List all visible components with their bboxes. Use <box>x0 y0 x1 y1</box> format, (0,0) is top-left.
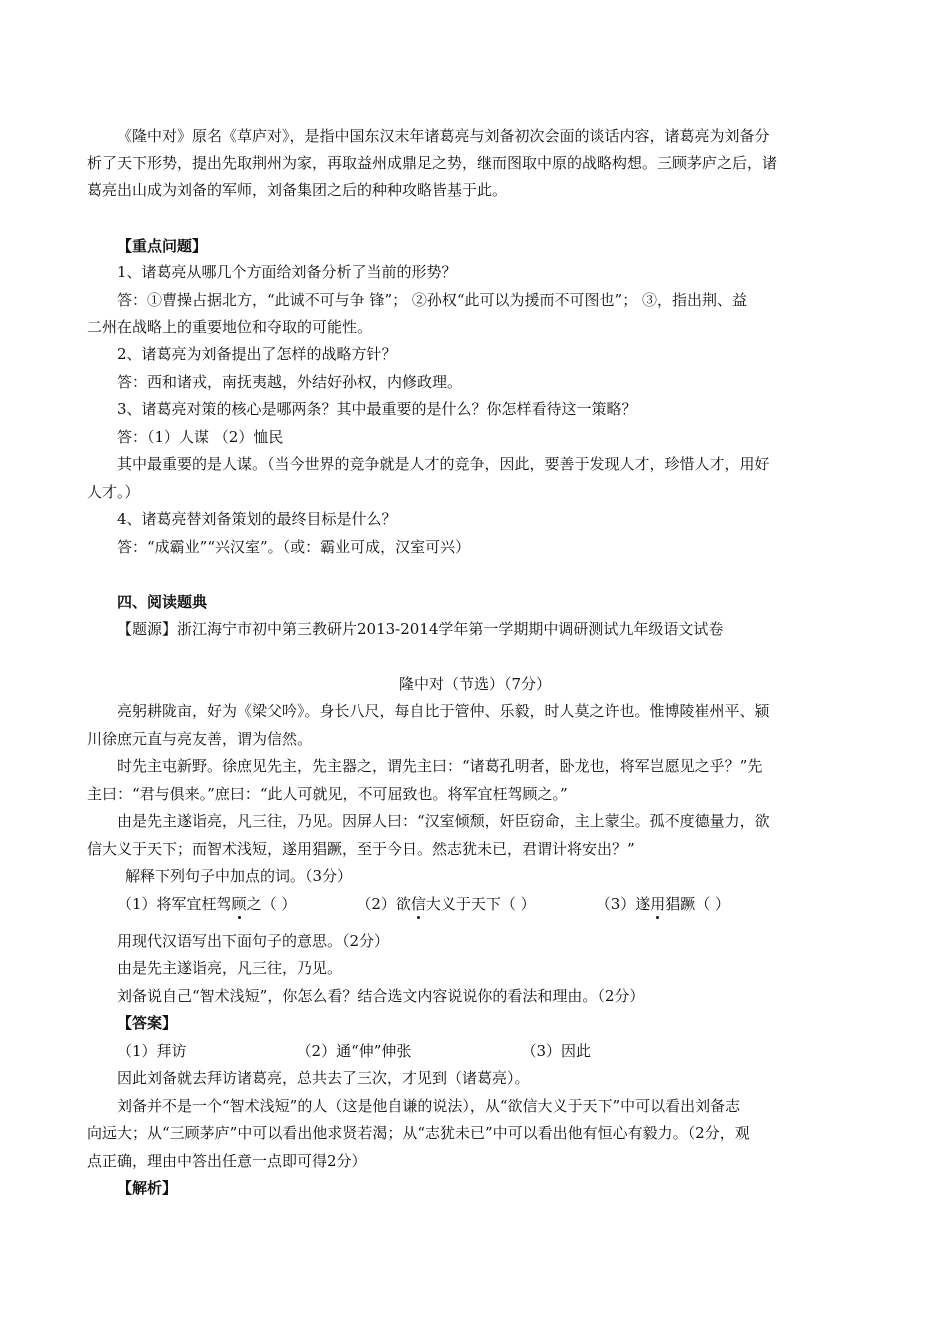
analysis-heading: 【解析】 <box>117 1179 178 1197</box>
task-2-sentence: 由是先主遂诣亮，凡三往，乃见。 <box>117 959 343 977</box>
answer-3-line-1: 刘备并不是一个“智术浅短”的人（这是他自谦的说法），从“欲信大义于天下”中可以看出刘备志 <box>117 1097 741 1115</box>
answer-2-text: 因此刘备就去拜访诸葛亮，总共去了三次，才见到（诸葛亮）。 <box>117 1069 530 1087</box>
task-1-item-3: （3）遂用猖蹶（ ） <box>595 895 731 913</box>
answer-1-items <box>0 1041 950 1061</box>
answer-3: 答：（1）人谋 （2）恤民 <box>117 428 284 446</box>
reading-heading: 四、阅读题典 <box>117 593 208 611</box>
reading-source: 【题源】浙江海宁市初中第三教研片2013-2014学年第一学期期中调研测试九年级语文试卷 <box>117 620 724 638</box>
answer-1-item-1: （1）拜访 <box>117 1042 187 1060</box>
intro-line-3: 葛亮出山成为刘备的军师，刘备集团之后的种种攻略皆基于此。 <box>87 181 508 199</box>
answer-heading: 【答案】 <box>117 1014 178 1032</box>
answer-3b-line-2: 人才。） <box>87 483 140 501</box>
passage-title: 隆中对（节选）（7分） <box>398 675 552 693</box>
answer-3-line-2: 向远大；从“三顾茅庐”中可以看出他求贤若渴；从“志犹未已”中可以看出他有恒心有毅力。（2分，观 <box>87 1124 750 1142</box>
answer-4: 答：“成霸业”“兴汉室”。（或：霸业可成，汉室可兴） <box>117 538 471 556</box>
answer-1-item-3: （3）因此 <box>521 1042 591 1060</box>
intro-line-1: 《隆中对》原名《草庐对》，是指中国东汉末年诸葛亮与刘备初次会面的谈话内容，诸葛亮为刘备分 <box>117 127 770 145</box>
answer-1-item-2: （2）通“伸”伸张 <box>296 1042 412 1060</box>
passage-p1-line-1: 亮躬耕陇亩，好为《梁父吟》。身长八尺，每自比于管仲、乐毅，时人莫之许也。惟博陵崔州平、颍 <box>117 702 770 720</box>
answer-2: 答：西和诸戎，南抚夷越，外结好孙权，内修政理。 <box>117 373 463 391</box>
task-1-item-1: （1）将军宜枉驾顾之（ ） <box>117 895 297 913</box>
passage-p2-line-2: 主曰：“君与俱来。”庶曰：“此人可就见，不可屈致也。将军宜枉驾顾之。” <box>87 785 568 803</box>
key-questions-heading: 【重点问题】 <box>117 237 208 255</box>
passage-p3-line-1: 由是先主遂诣亮，凡三往，乃见。因屏人曰：“汉室倾颓，奸臣窃命，主上蒙尘。孤不度德量力，欲 <box>117 812 770 830</box>
question-3: 3、诸葛亮对策的核心是哪两条？其中最重要的是什么？你怎样看待这一策略？ <box>117 400 637 418</box>
answer-3b-line-1: 其中最重要的是人谋。（当今世界的竞争就是人才的竞争，因此，要善于发现人才，珍惜人才，用好 <box>117 455 770 473</box>
task-1-item-2: （2）欲信大义于天下（ ） <box>356 895 536 913</box>
passage-p2-line-1: 时先主屯新野。徐庶见先主，先主器之，谓先主曰：“诸葛孔明者，卧龙也，将军岂愿见之乎？”先 <box>117 757 763 775</box>
task-2: 用现代汉语写出下面句子的意思。（2分） <box>117 932 390 950</box>
task-1-items <box>0 894 950 914</box>
passage-p1-line-2: 川徐庶元直与亮友善，谓为信然。 <box>87 730 313 748</box>
answer-3-line-3: 点正确，理由中答出任意一点即可得2分） <box>87 1152 367 1170</box>
answer-1-line-2: 二州在战略上的重要地位和夺取的可能性。 <box>87 318 373 336</box>
passage-p3-line-2: 信大义于天下；而智术浅短，遂用猖蹶，至于今日。然志犹未已，君谓计将安出？” <box>87 840 635 858</box>
intro-line-2: 析了天下形势，提出先取荆州为家，再取益州成鼎足之势，继而图取中原的战略构想。三顾茅庐之后，诸 <box>87 154 778 172</box>
question-1: 1、诸葛亮从哪几个方面给刘备分析了当前的形势？ <box>117 263 457 281</box>
task-1: 解释下列句子中加点的词。（3分） <box>125 867 353 885</box>
answer-1-line-1: 答：①曹操占据北方，“此诚不可与争 锋”； ②孙权“此可以为援而不可图也”； ③，指出荆、益 <box>117 291 747 309</box>
question-4: 4、诸葛亮替刘备策划的最终目标是什么？ <box>117 510 397 528</box>
task-3: 刘备说自己“智术浅短”，你怎么看？结合选文内容说说你的看法和理由。（2分） <box>117 987 645 1005</box>
question-2: 2、诸葛亮为刘备提出了怎样的战略方针？ <box>117 345 397 363</box>
